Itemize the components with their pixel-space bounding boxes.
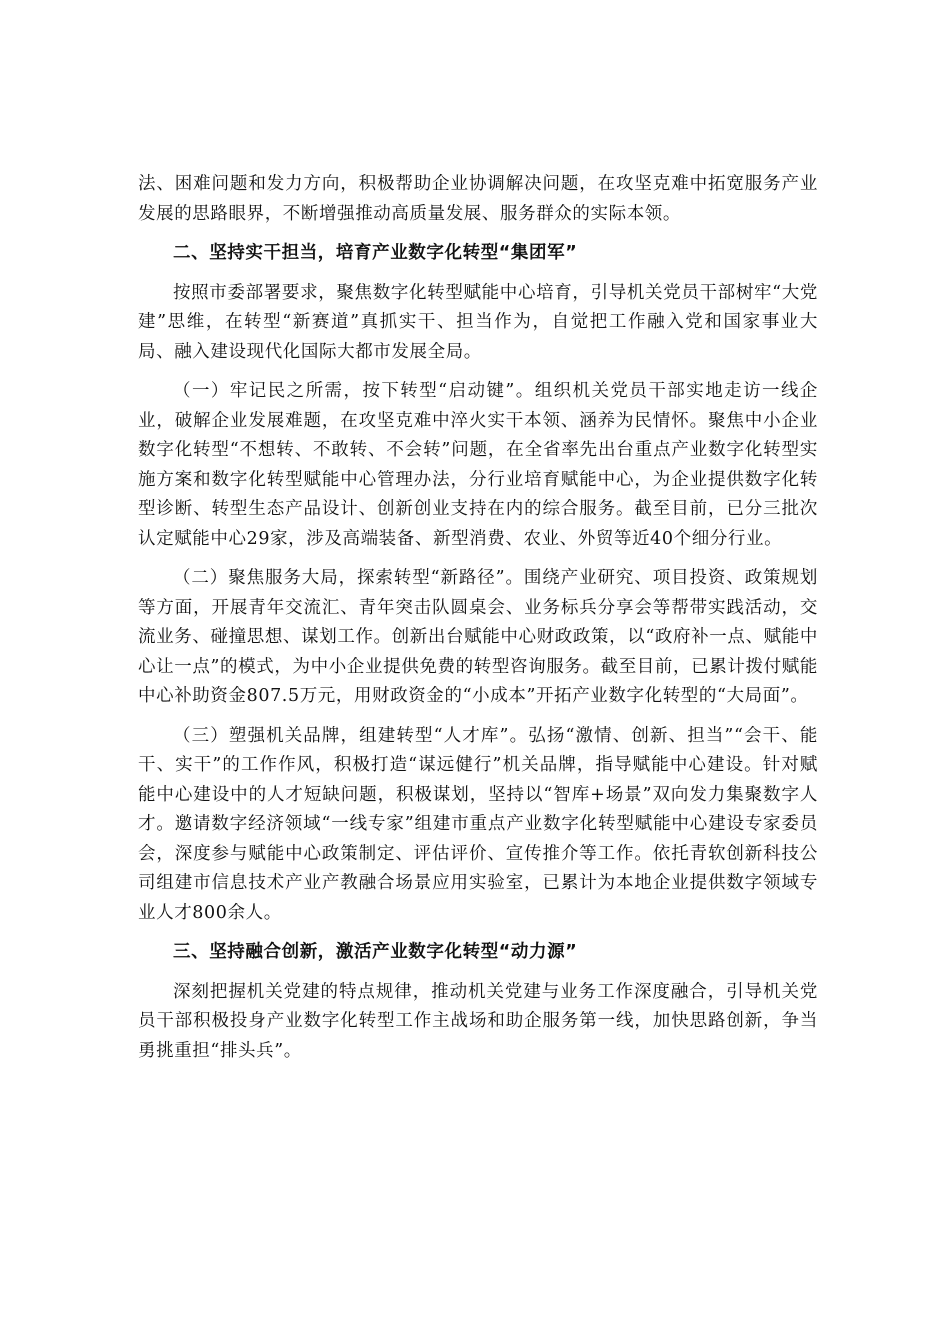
section-heading-3: 三、坚持融合创新，激活产业数字化转型“动力源”	[173, 942, 578, 962]
section-heading-2: 二、坚持实干担当，培育产业数字化转型“集团军”	[173, 243, 578, 263]
section-2-item-2: （二）聚焦服务大局，探索转型“新路径”。围绕产业研究、项目投资、政策规划等方面，开展青年交流汇、青年突击队圆桌会、业务标兵分享会等帮带实践活动，交流业务、碰撞思想、谋划工作。创新出台赋能中心财政政策，以“政府补一点、赋能中心让一点”的模式，为中小企业提供免费的转型咨询服务。截至目前，已累计拨付赋能中心补助资金807.5万元，用财政资金的“小成本”开拓产业数字化转型的“大局面”。	[138, 568, 818, 706]
paragraph-continuation: 法、困难问题和发力方向，积极帮助企业协调解决问题，在攻坚克难中拓宽服务产业发展的思路眼界，不断增强推动高质量发展、服务群众的实际本领。	[138, 174, 818, 224]
section-2-item-1: （一）牢记民之所需，按下转型“启动键”。组织机关党员干部实地走访一线企业，破解企业发展难题，在攻坚克难中淬火实干本领、涵养为民情怀。聚焦中小企业数字化转型“不想转、不敢转、不会转”问题，在全省率先出台重点产业数字化转型实施方案和数字化转型赋能中心管理办法，分行业培育赋能中心，为企业提供数字化转型诊断、转型生态产品设计、创新创业支持在内的综合服务。截至目前，已分三批次认定赋能中心29家，涉及高端装备、新型消费、农业、外贸等近40个细分行业。	[138, 381, 818, 549]
section-2-item-3: （三）塑强机关品牌，组建转型“人才库”。弘扬“激情、创新、担当”“会干、能干、实干”的工作作风，积极打造“谋远健行”机关品牌，指导赋能中心建设。针对赋能中心建设中的人才短缺问题，积极谋划，坚持以“智库+场景”双向发力集聚数字人才。邀请数字经济领域“一线专家”组建市重点产业数字化转型赋能中心建设专家委员会，深度参与赋能中心政策制定、评估评价、宣传推介等工作。依托青软创新科技公司组建市信息技术产业产教融合场景应用实验室，已累计为本地企业提供数字领域专业人才800余人。	[138, 725, 818, 923]
section-3-intro: 深刻把握机关党建的特点规律，推动机关党建与业务工作深度融合，引导机关党员干部积极投身产业数字化转型工作主战场和助企服务第一线，加快思路创新，争当勇挑重担“排头兵”。	[138, 981, 818, 1061]
section-2-intro: 按照市委部署要求，聚焦数字化转型赋能中心培育，引导机关党员干部树牢“大党建”思维，在转型“新赛道”真抓实干、担当作为，自觉把工作融入党和国家事业大局、融入建设现代化国际大都市发展全局。	[138, 282, 818, 362]
document-body	[138, 170, 818, 1066]
